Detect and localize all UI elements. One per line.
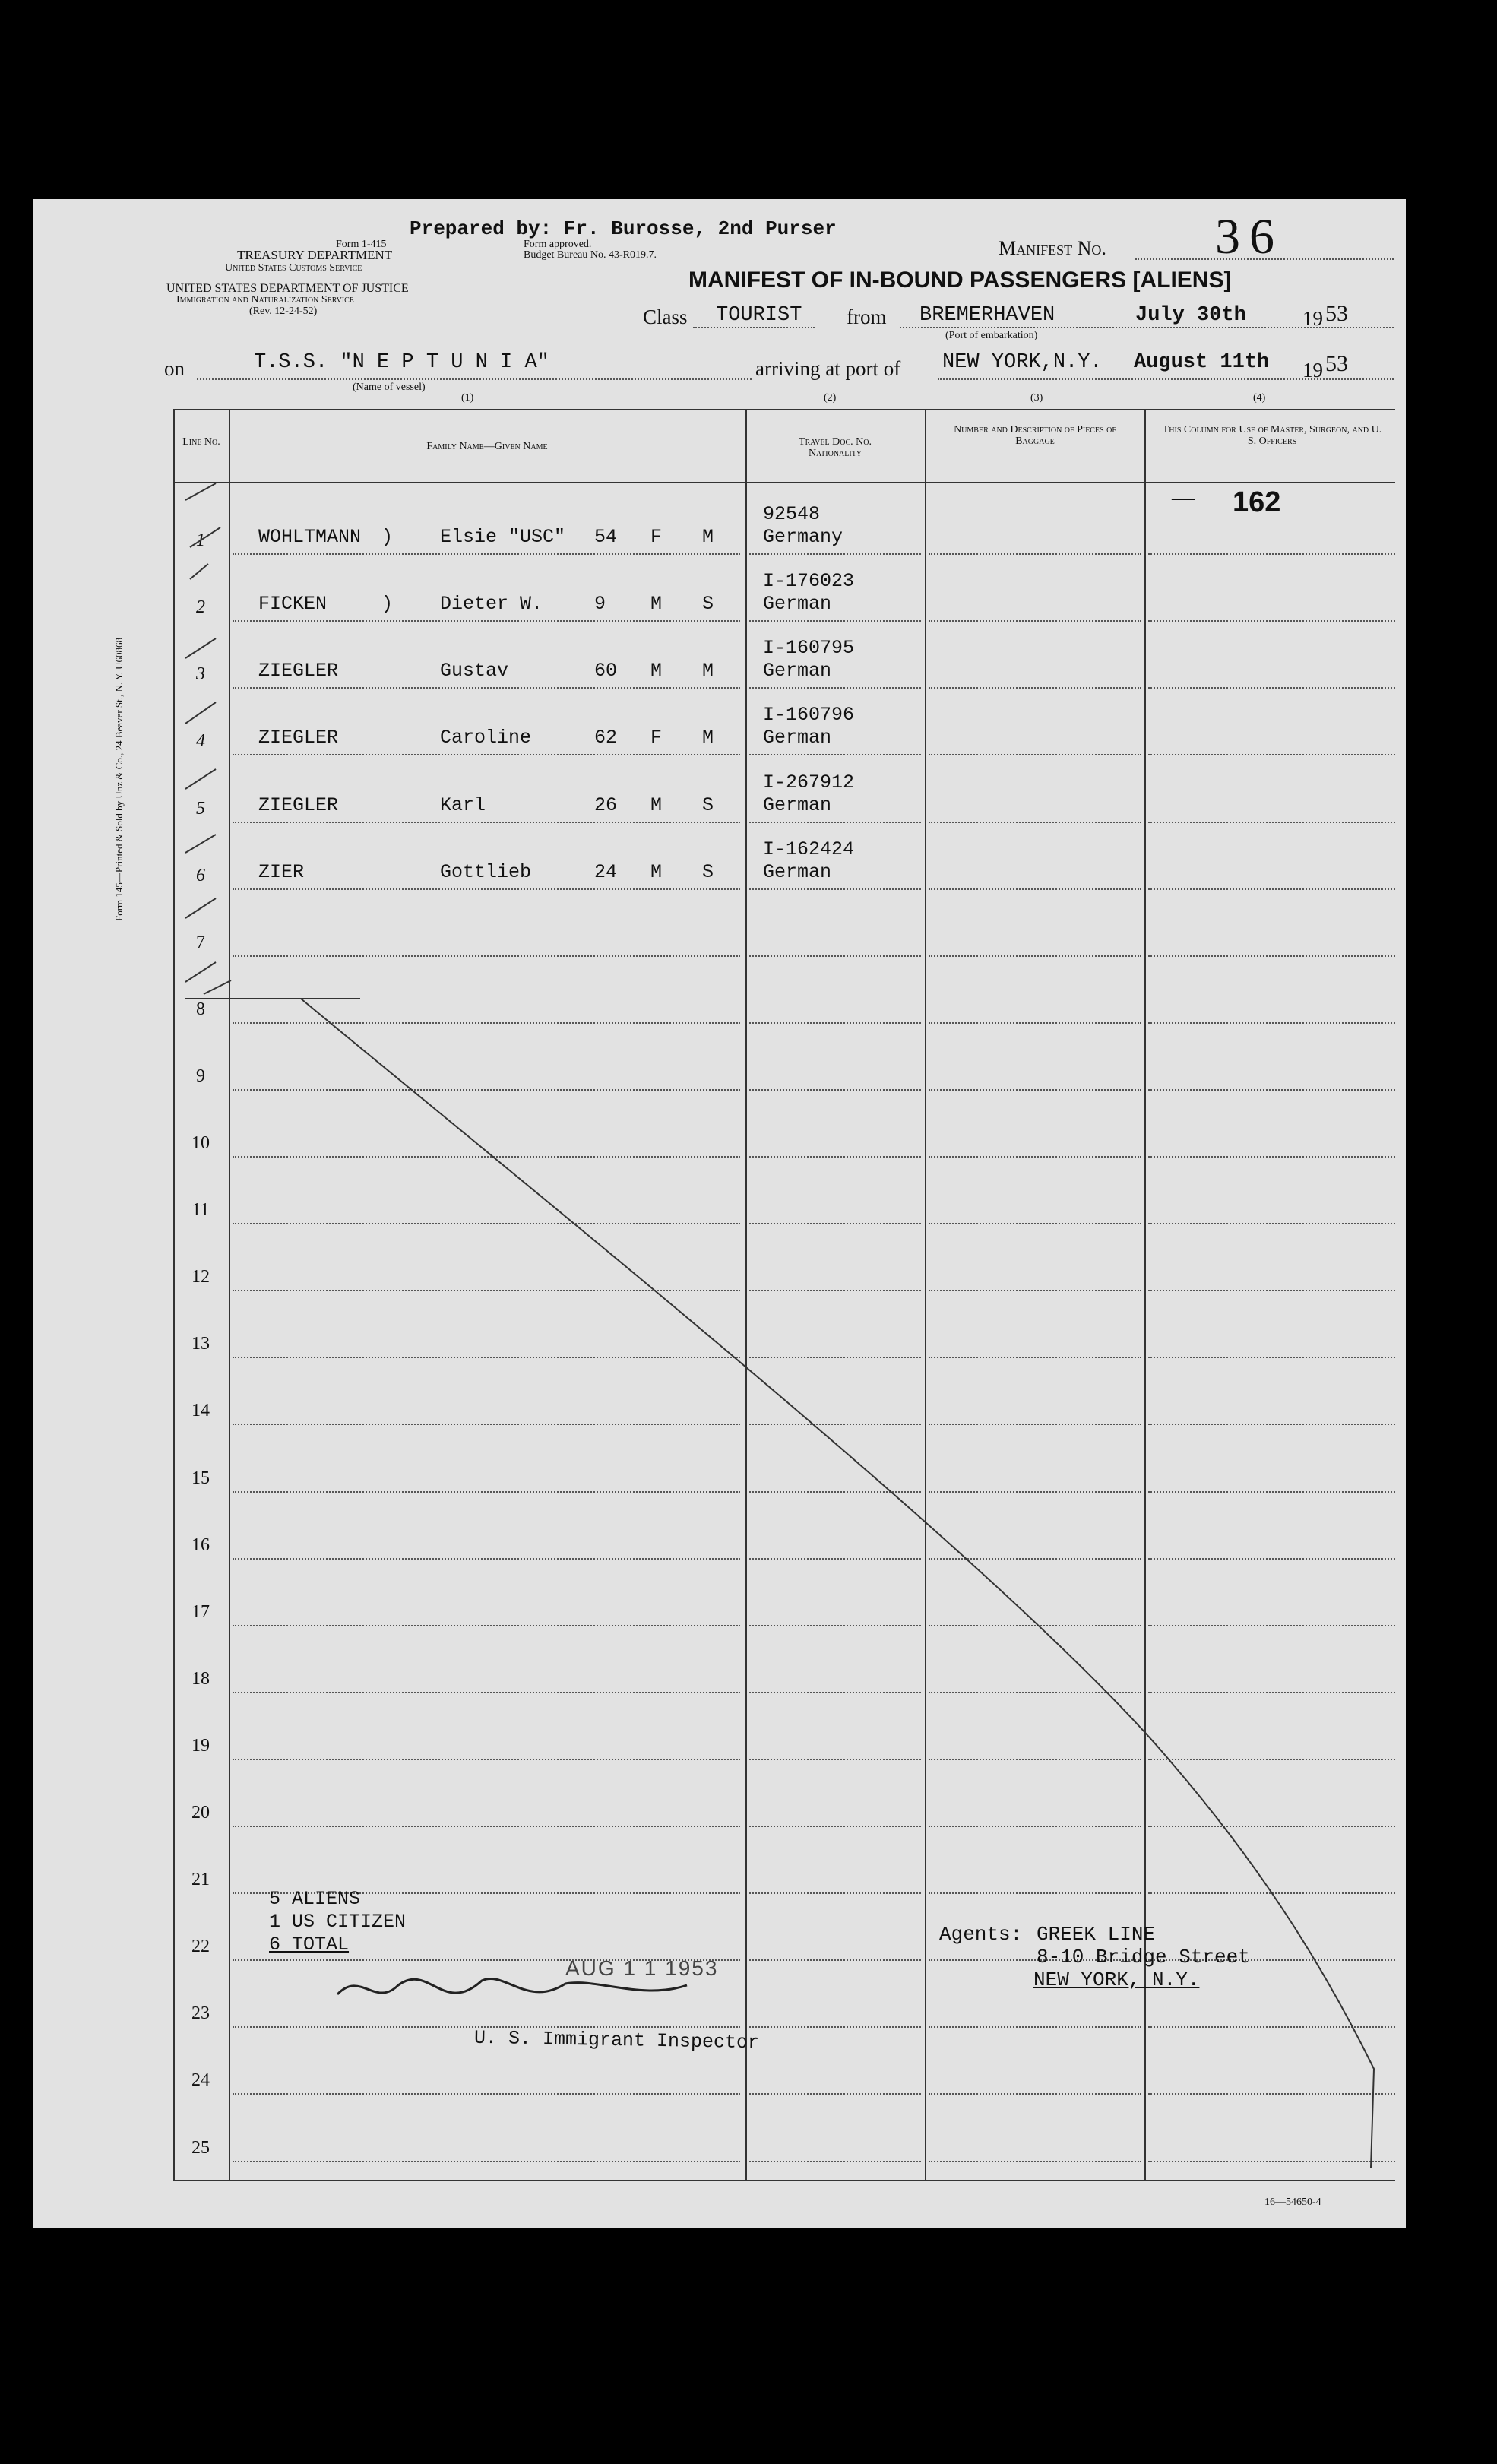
- sex: M: [650, 593, 663, 616]
- family-name: FICKEN: [258, 593, 328, 616]
- sex: M: [650, 860, 663, 883]
- total-aliens: 5 ALIENS: [269, 1888, 361, 1910]
- depart-date: July 30th: [1135, 304, 1246, 327]
- line-number: 3: [196, 664, 205, 685]
- given-name: Gottlieb: [440, 860, 532, 883]
- col-baggage: Number and Description of Pieces of Baggage: [954, 424, 1116, 447]
- form-approved: Form approved.: [524, 239, 592, 250]
- line-number: 13: [191, 1334, 210, 1354]
- line-number: 21: [191, 1870, 210, 1890]
- handwritten-marks: [33, 199, 1406, 2228]
- manifest-no: 36: [1215, 209, 1283, 264]
- class-value: TOURIST: [716, 304, 802, 327]
- line-number: 24: [191, 2070, 210, 2091]
- vessel-label: (Name of vessel): [353, 382, 426, 393]
- manifest-no-label: Manifest No.: [999, 237, 1106, 259]
- line-number: 16: [191, 1534, 210, 1555]
- arriving-label: arriving at port of: [755, 357, 901, 380]
- depart-year-prefix: 19: [1302, 307, 1323, 330]
- officer-dash: —: [1172, 485, 1195, 510]
- form-number: Form 1-415: [336, 239, 387, 250]
- age: 9: [594, 593, 606, 616]
- arrival-year-prefix: 19: [1302, 359, 1323, 382]
- sex: F: [650, 526, 663, 549]
- col-travel-doc: Travel Doc. No. Nationality: [799, 436, 872, 459]
- port-embark-label: (Port of embarkation): [945, 330, 1038, 341]
- inspector-signature: [337, 1978, 687, 1994]
- budget-bureau: Budget Bureau No. 43-R019.7.: [524, 249, 657, 261]
- sex: M: [650, 793, 663, 816]
- col1-num: (1): [461, 392, 474, 404]
- line-number: 12: [191, 1267, 210, 1287]
- side-print: Form 145—Printed & Sold by Unz & Co., 24 Beaver St., N. Y. U60868: [113, 637, 125, 921]
- line-number: 2: [196, 597, 205, 618]
- total-sum: 6 TOTAL: [269, 1934, 350, 1956]
- name-bracket: ): [381, 593, 394, 616]
- nationality: German: [763, 793, 832, 816]
- col-line-no: Line No.: [182, 436, 220, 448]
- line-number: 25: [191, 2137, 210, 2158]
- from-value: BREMERHAVEN: [919, 304, 1055, 327]
- marital-status: M: [702, 526, 714, 549]
- line-number: 10: [191, 1133, 210, 1153]
- family-name: ZIEGLER: [258, 793, 339, 816]
- date-stamp: AUG 1 1 1953: [565, 1956, 719, 1980]
- from-label: from: [847, 306, 887, 328]
- sex: M: [650, 660, 663, 683]
- sex: F: [650, 727, 663, 749]
- line-number: 15: [191, 1468, 210, 1488]
- given-name: Gustav: [440, 660, 509, 683]
- justice-label: UNITED STATES DEPARTMENT OF JUSTICE: [166, 282, 409, 295]
- line-number: 14: [191, 1401, 210, 1421]
- given-name: Elsie "USC": [440, 526, 566, 549]
- arrival-date: August 11th: [1134, 351, 1270, 374]
- line-number: 17: [191, 1601, 210, 1622]
- marital-status: S: [702, 593, 714, 616]
- family-name: ZIEGLER: [258, 660, 339, 683]
- agents-city: NEW YORK, N.Y.: [1033, 1968, 1200, 1991]
- col-officers: This Column for Use of Master, Surgeon, and U. S. Officers: [1162, 424, 1382, 447]
- line-number: 9: [196, 1066, 205, 1086]
- travel-doc-no: I-160796: [763, 704, 855, 727]
- line-number: 19: [191, 1735, 210, 1756]
- marital-status: M: [702, 660, 714, 683]
- on-label: on: [164, 357, 185, 380]
- col4-num: (4): [1253, 392, 1266, 404]
- prepared-by: Prepared by: Fr. Burosse, 2nd Purser: [410, 217, 837, 240]
- given-name: Dieter W.: [440, 593, 543, 616]
- class-label: Class: [643, 306, 688, 328]
- ins-label: Immigration and Naturalization Service: [176, 294, 354, 306]
- nationality: German: [763, 660, 832, 683]
- family-name: ZIER: [258, 860, 305, 883]
- line-number: 5: [196, 798, 205, 819]
- col2-num: (2): [824, 392, 837, 404]
- officer-mark: 162: [1233, 486, 1281, 518]
- age: 24: [594, 860, 618, 883]
- line-number: 7: [196, 932, 205, 952]
- age: 54: [594, 526, 618, 549]
- manifest-page: [33, 199, 1406, 2228]
- arrival-year: 53: [1325, 351, 1348, 376]
- marital-status: S: [702, 793, 714, 816]
- agents-street: 8-10 Bridge Street: [1037, 1946, 1250, 1968]
- agents-label: Agents:: [939, 1923, 1023, 1946]
- age: 26: [594, 793, 618, 816]
- nationality: Germany: [763, 526, 843, 549]
- manifest-title: MANIFEST OF IN-BOUND PASSENGERS [ALIENS]: [688, 268, 1232, 293]
- line-number: 8: [196, 999, 205, 1019]
- rev-label: (Rev. 12-24-52): [249, 306, 318, 317]
- age: 62: [594, 727, 618, 749]
- inspector-label: U. S. Immigrant Inspector: [473, 2026, 760, 2054]
- footer-code: 16—54650-4: [1264, 2196, 1321, 2208]
- nationality: German: [763, 593, 832, 616]
- given-name: Caroline: [440, 727, 532, 749]
- nationality: German: [763, 860, 832, 883]
- line-number: 18: [191, 1668, 210, 1689]
- line-number: 22: [191, 1937, 210, 1957]
- col-name: Family Name—Given Name: [426, 441, 548, 452]
- family-name: ZIEGLER: [258, 727, 339, 749]
- nationality: German: [763, 727, 832, 749]
- line-number: 20: [191, 1803, 210, 1823]
- vessel-name: T.S.S. "N E P T U N I A": [254, 351, 549, 374]
- line-number: 4: [196, 731, 205, 752]
- travel-doc-no: I-176023: [763, 570, 855, 593]
- line-number: 6: [196, 865, 205, 885]
- col3-num: (3): [1030, 392, 1043, 404]
- customs-label: United States Customs Service: [225, 262, 362, 274]
- marital-status: S: [702, 860, 714, 883]
- depart-year: 53: [1325, 301, 1348, 326]
- age: 60: [594, 660, 618, 683]
- line-number: 11: [191, 1200, 210, 1221]
- family-name: WOHLTMANN: [258, 526, 362, 549]
- travel-doc-no: 92548: [763, 503, 821, 526]
- total-citizens: 1 US CITIZEN: [269, 1911, 407, 1933]
- travel-doc-no: I-162424: [763, 838, 855, 860]
- travel-doc-no: I-267912: [763, 771, 855, 793]
- agents-name: GREEK LINE: [1037, 1923, 1156, 1946]
- line-number: 1: [196, 530, 205, 551]
- name-bracket: ): [381, 526, 394, 549]
- travel-doc-no: I-160795: [763, 637, 855, 660]
- given-name: Karl: [440, 793, 486, 816]
- treasury-label: TREASURY DEPARTMENT: [237, 248, 393, 262]
- line-number: 23: [191, 2003, 210, 2024]
- arrival-port: NEW YORK,N.Y.: [942, 351, 1103, 374]
- marital-status: M: [702, 727, 714, 749]
